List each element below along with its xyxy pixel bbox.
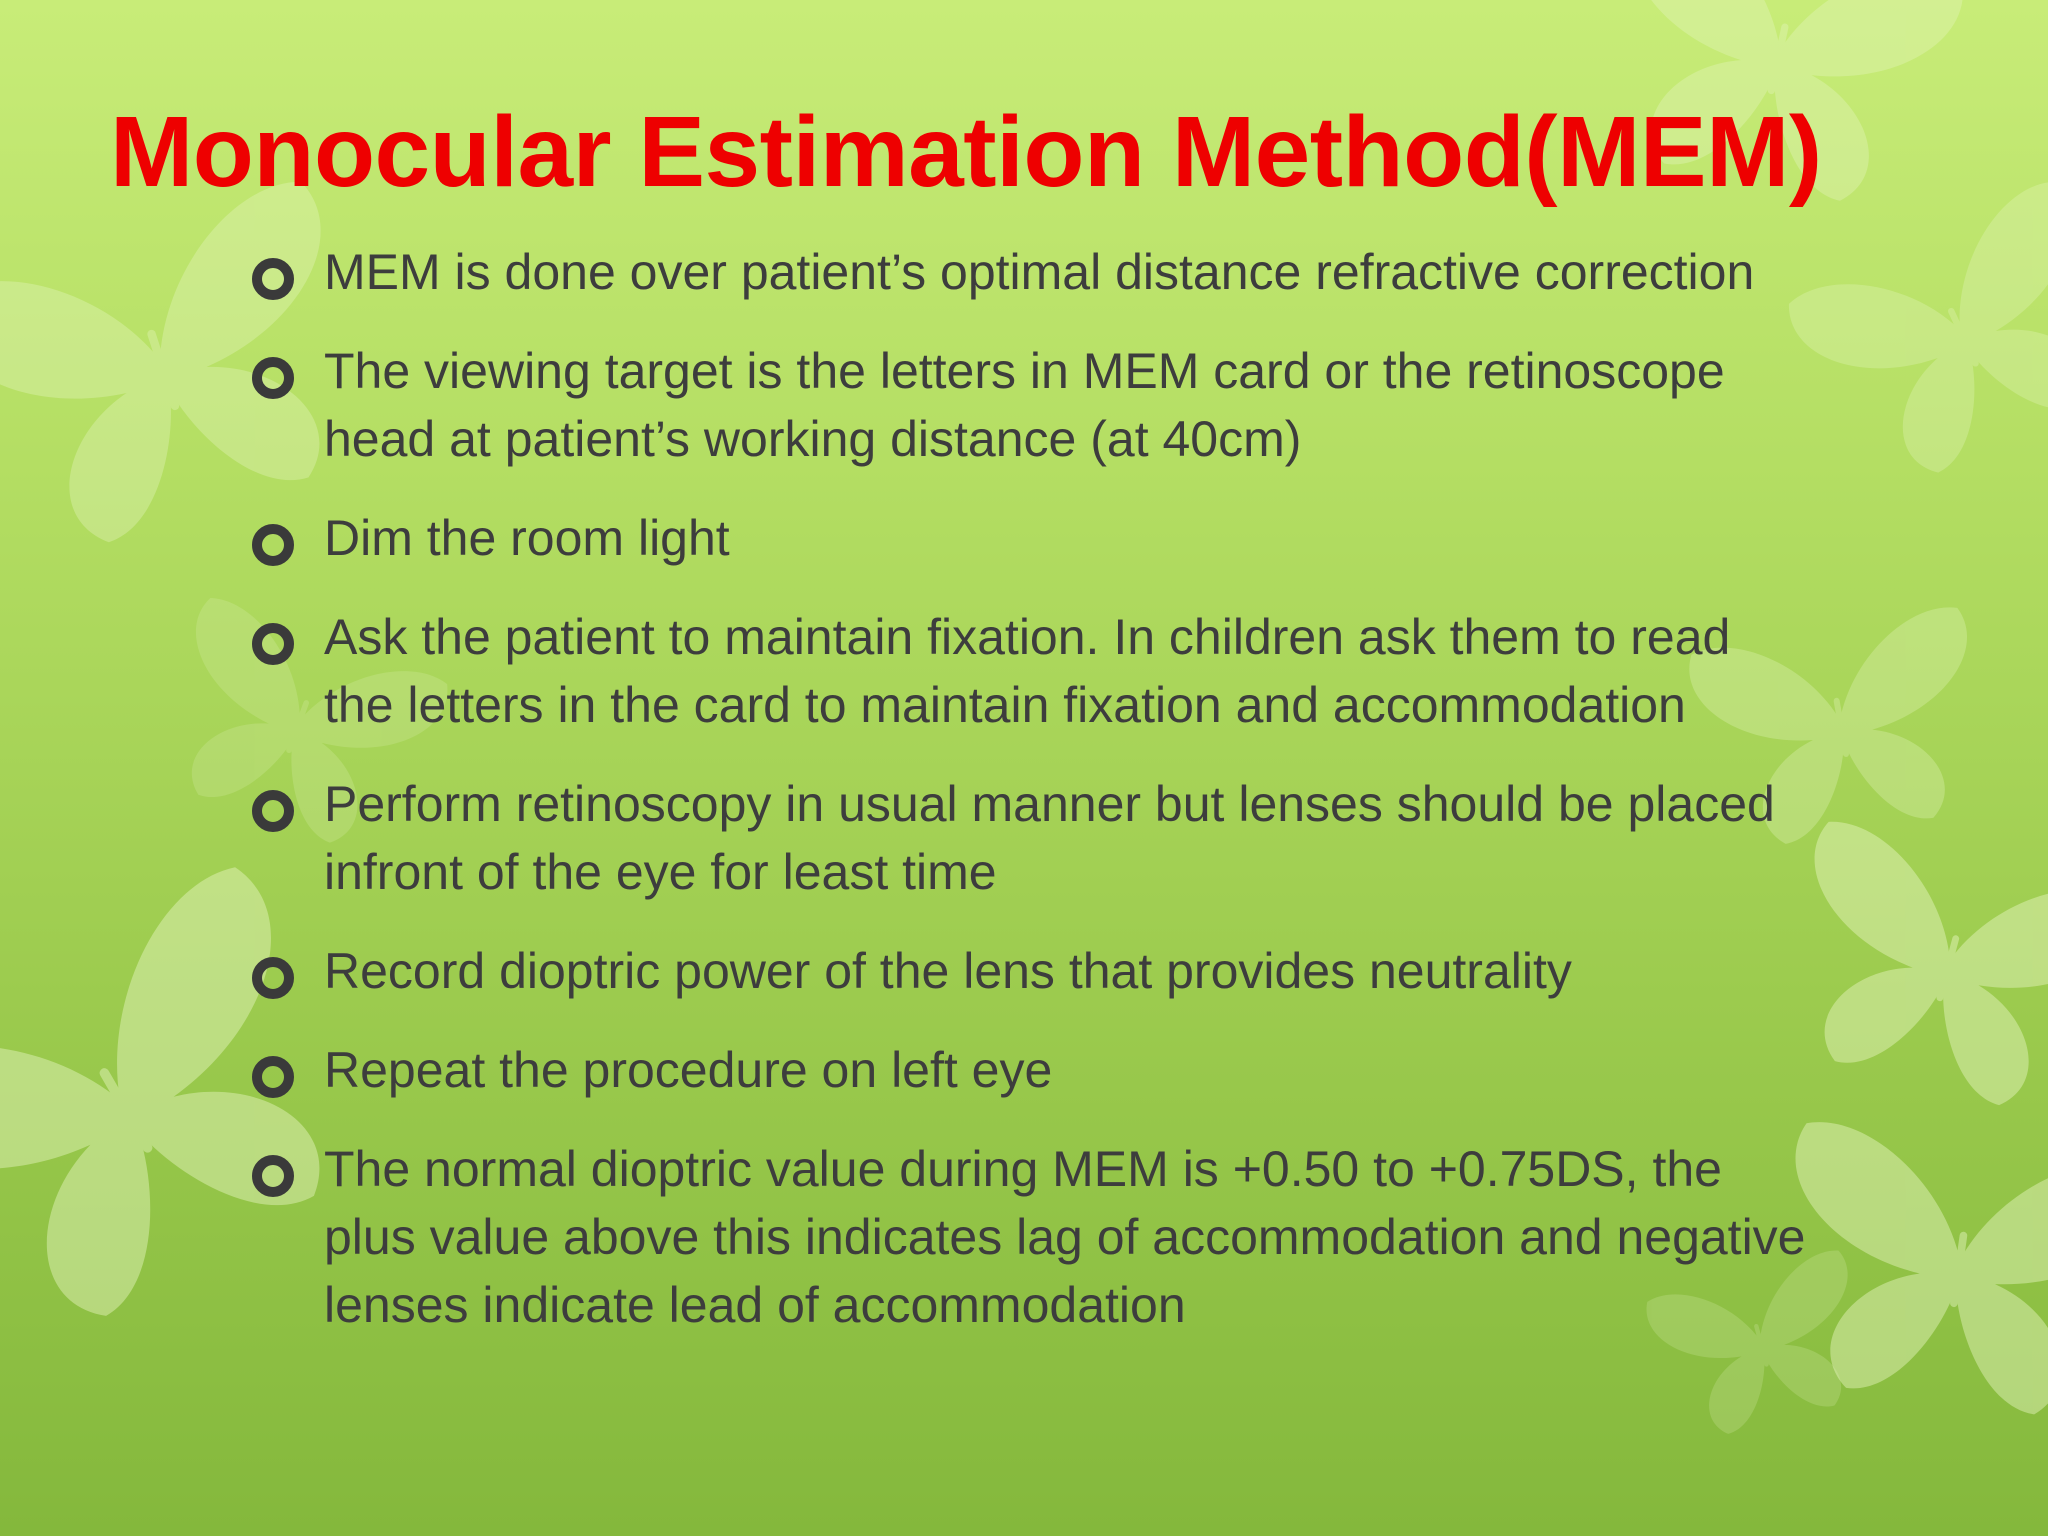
bullet-text: Ask the patient to maintain fixation. In children ask them to read the letters in the card to maintain fixation and accommodation — [324, 609, 1731, 733]
bullet-item — [250, 937, 1810, 1005]
bullet-item — [250, 1036, 1810, 1104]
bullet-text: Perform retinoscopy in usual manner but lenses should be placed infront of the eye for least time — [324, 776, 1775, 900]
bullet-item — [250, 337, 1810, 473]
bullet-text: Dim the room light — [324, 510, 730, 566]
bullet-text: The normal dioptric value during MEM is +0.50 to +0.75DS, the plus value above this indicates lag of accommodation and negative lenses indicate lead of accommodation — [324, 1141, 1806, 1333]
bullet-list — [250, 238, 1810, 1370]
bullet-text: The viewing target is the letters in MEM card or the retinoscope head at patient’s working distance (at 40cm) — [324, 343, 1725, 467]
ring-bullet-icon — [252, 1155, 294, 1197]
ring-bullet-icon — [252, 623, 294, 665]
ring-bullet-icon — [252, 357, 294, 399]
bullet-item — [250, 238, 1810, 306]
slide-title: Monocular Estimation Method(MEM) — [110, 96, 1822, 208]
ring-bullet-icon — [252, 1056, 294, 1098]
bullet-text: MEM is done over patient’s optimal distance refractive correction — [324, 244, 1755, 300]
bullet-text: Repeat the procedure on left eye — [324, 1042, 1053, 1098]
bullet-item — [250, 770, 1810, 906]
ring-bullet-icon — [252, 957, 294, 999]
bullet-item — [250, 1135, 1810, 1339]
ring-bullet-icon — [252, 524, 294, 566]
ring-bullet-icon — [252, 258, 294, 300]
bullet-text: Record dioptric power of the lens that provides neutrality — [324, 943, 1572, 999]
butterfly-icon — [1783, 177, 2048, 502]
bullet-item — [250, 603, 1810, 739]
ring-bullet-icon — [252, 790, 294, 832]
bullet-item — [250, 504, 1810, 572]
